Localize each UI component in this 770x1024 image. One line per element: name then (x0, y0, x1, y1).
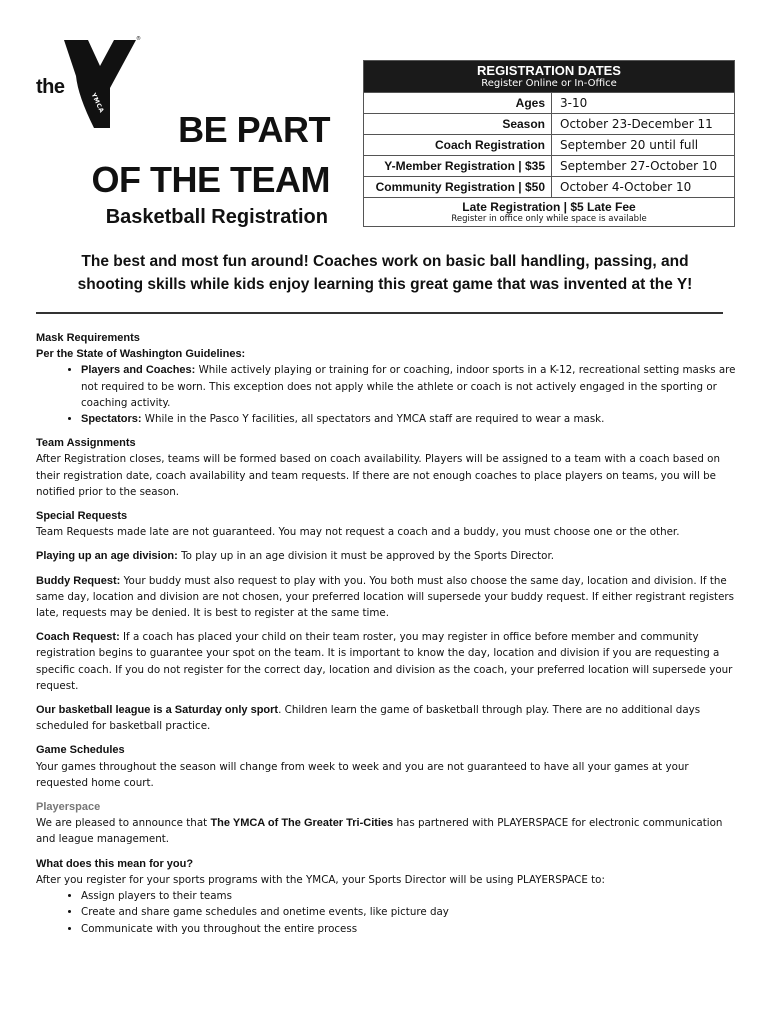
coach-paragraph (36, 629, 736, 694)
registration-row-value: October 23-December 11 (560, 117, 713, 131)
special-heading: Special Requests (36, 510, 128, 523)
list-item: • Communicate with you throughout the entire process (81, 921, 736, 937)
mask-subheading: Per the State of Washington Guidelines: (36, 348, 246, 361)
registration-row-value: 3-10 (560, 96, 588, 110)
registration-row-value: September 20 until full (560, 138, 699, 152)
late-registration (364, 197, 734, 226)
registration-row (364, 155, 734, 176)
late-registration-title: Late Registration | $5 Late Fee (462, 200, 636, 214)
mask-item-text: While actively playing or training for or coaching, indoor sports in a K-12, recreational setting masks are not required to be worn. This exception does not apply while the athlete or coach is not actively engaged in the sporting or coaching activity. (81, 364, 736, 409)
late-registration-note: Register in office only while space is available (451, 214, 647, 224)
meaning-text: After you register for your sports programs with the YMCA, your Sports Director will be using PLAYERSPACE to: (36, 873, 605, 886)
registration-row-value: October 4-October 10 (560, 180, 692, 194)
playerspace-text-after: has partnered with PLAYERSPACE for electronic communication and league management. (36, 817, 723, 846)
list-item: • Assign players to their teams (81, 888, 736, 904)
registration-row-label: Y-Member Registration | $35 (364, 156, 552, 176)
playerspace-heading: Playerspace (36, 801, 101, 814)
playing-up-text: To play up in an age division it must be approved by the Sports Director. (177, 550, 555, 563)
schedules-heading: Game Schedules (36, 744, 125, 757)
buddy-text: Your buddy must also request to play with you. You both must also choose the same day, location and division. If the same day, location and division are not chosen, your preferred location will supersede your buddy request. If either registrant registers late, requests may be denied. It is best to register at the same time. (36, 574, 735, 620)
registration-row-label: Coach Registration (364, 135, 552, 155)
registration-subheading: Register Online or In-Office (481, 78, 617, 89)
mask-item-label: Spectators: (81, 413, 142, 426)
logo-the-text: the (36, 76, 65, 98)
logo-trademark: ® (136, 36, 141, 42)
list-item (81, 411, 736, 427)
playerspace-paragraph (36, 815, 736, 847)
meaning-list (36, 888, 736, 937)
body-content (36, 330, 736, 937)
intro-line-1: The best and most fun around! Coaches work on basic ball handling, passing, and (81, 253, 689, 270)
registration-row (364, 134, 734, 155)
mask-heading: Mask Requirements (36, 332, 140, 344)
playerspace-text-before: We are pleased to announce that (36, 817, 211, 830)
list-item (81, 362, 736, 411)
title-line-2: OF THE TEAM (91, 159, 330, 200)
meaning-heading: What does this mean for you? (36, 857, 194, 870)
special-text: Team Requests made late are not guaranteed. You may not request a coach and a buddy, you must choose one or the other. (36, 526, 680, 539)
divider (36, 312, 723, 314)
registration-row (364, 176, 734, 197)
mask-item-text: While in the Pasco Y facilities, all spectators and YMCA staff are required to wear a mask. (141, 413, 605, 426)
playerspace-bold: The YMCA of The Greater Tri-Cities (210, 817, 394, 830)
registration-dates-table (363, 60, 735, 227)
registration-row (364, 92, 734, 113)
title-line-1: BE PART (178, 109, 330, 150)
league-text: . Children learn the game of basketball through play. There are no additional days scheduled for basketball practice. (36, 704, 701, 733)
mask-item-label: Players and Coaches: (81, 364, 196, 377)
list-item: • Create and share game schedules and onetime events, like picture day (81, 904, 736, 920)
league-paragraph (36, 702, 736, 734)
registration-header (364, 61, 734, 92)
registration-row (364, 113, 734, 134)
schedules-text: Your games throughout the season will change from week to week and you are not guaranteed to have all your games at your requested home court. (36, 760, 689, 789)
playing-up-paragraph (36, 548, 736, 564)
team-text: After Registration closes, teams will be formed based on coach availability. Players will be assigned to a team with a coach based on their registration date, coach availability and team requests. If there are not enough coaches to place players on teams, you will be notified prior to the season. (36, 453, 720, 498)
coach-label: Coach Request: (36, 631, 120, 644)
page-subtitle: Basketball Registration (105, 206, 328, 228)
buddy-label: Buddy Request: (36, 574, 121, 587)
buddy-paragraph (36, 573, 736, 622)
registration-row-label: Season (364, 114, 552, 134)
registration-row-label: Community Registration | $50 (364, 177, 552, 197)
intro-text (40, 250, 730, 296)
coach-text: If a coach has placed your child on their team roster, you may register in office before member and community registration begins to guarantee your spot on the team. It is important to know the day, location and division if you are requesting a specific coach. If you do not register for the correct day, location and division as the coach, your preferred location will supersede your request. (36, 631, 733, 692)
registration-row-value: September 27-October 10 (560, 159, 718, 173)
registration-row-label: Ages (364, 93, 552, 113)
registration-heading: REGISTRATION DATES (477, 63, 621, 78)
mask-list (36, 362, 736, 427)
intro-line-2: shooting skills while kids enjoy learning this great game that was invented at the Y! (77, 276, 693, 293)
team-heading: Team Assignments (36, 437, 136, 450)
playing-up-label: Playing up an age division: (36, 550, 178, 563)
logo-ymca-text: YMCA (89, 92, 106, 115)
league-label: Our basketball league is a Saturday only sport (36, 704, 279, 717)
